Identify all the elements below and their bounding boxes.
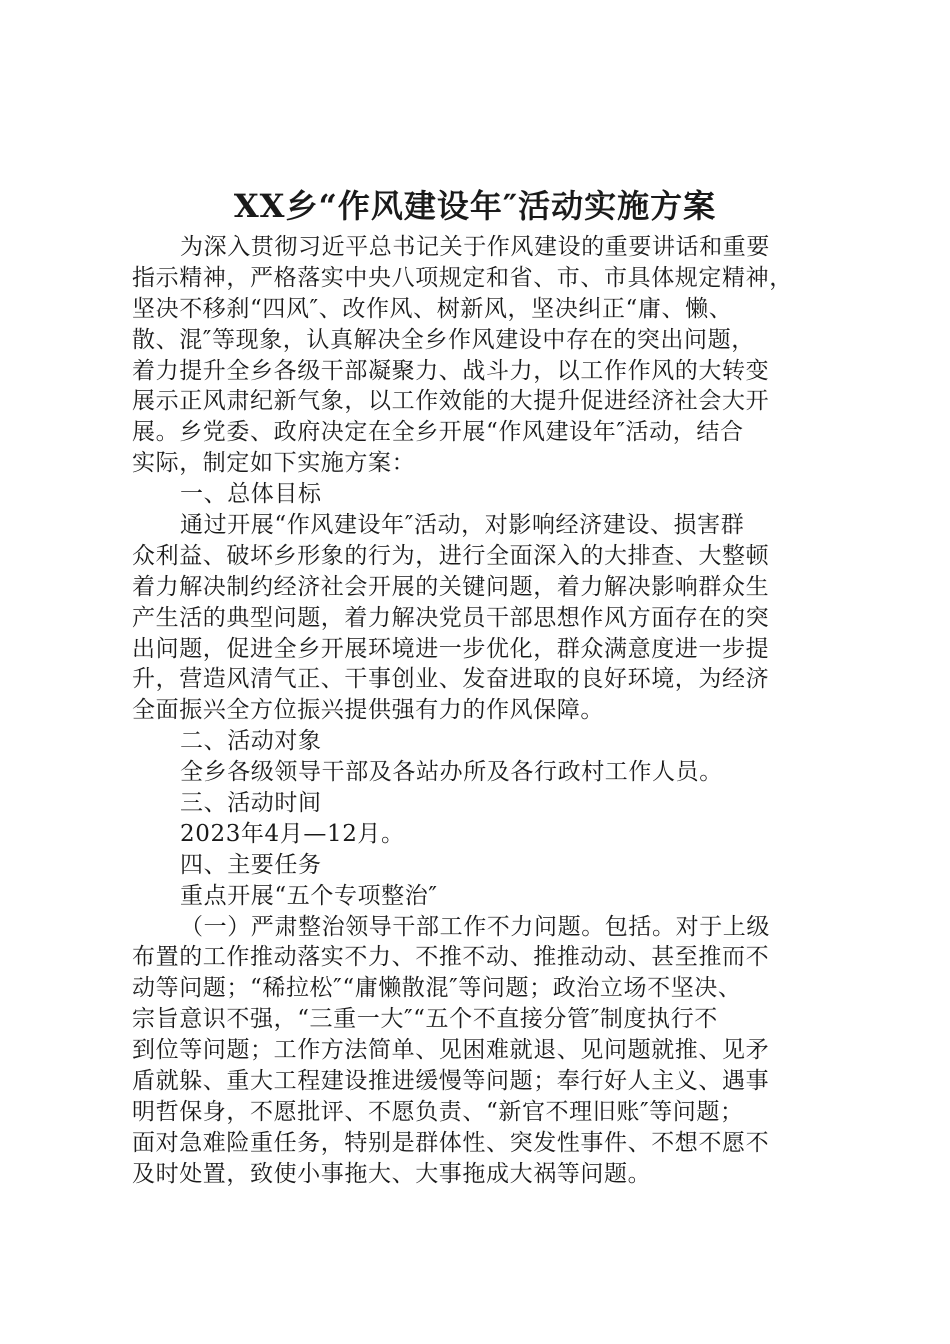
text-line: 及时处置，致使小事拖大、大事拖成大祸等问题。: [132, 1160, 652, 1187]
document-title: XX乡“作风建设年″活动实施方案: [233, 187, 717, 225]
text-line: （一）严肃整治领导干部工作不力问题。包括。对于上级: [180, 913, 770, 940]
text-line: 出问题，促进全乡开展环境进一步优化，群众满意度进一步提: [132, 635, 770, 662]
text-line: 展。乡党委、政府决定在全乡开展“作风建设年″活动，结合: [132, 419, 744, 446]
text-line: 着力提升全乡各级干部凝聚力、战斗力，以工作作风的大转变: [132, 357, 770, 384]
section-heading-targets: 二、活动对象: [180, 728, 322, 755]
text-line: 展示正风肃纪新气象，以工作效能的大提升促进经济社会大开: [132, 388, 770, 415]
text-line: 2023年4月—12月。: [180, 820, 405, 847]
document-body: [132, 232, 822, 1190]
text-line: 着力解决制约经济社会开展的关键问题，着力解决影响群众生: [132, 573, 770, 600]
text-line: 宗旨意识不强，“三重一大″“五个不直接分管″制度执行不: [132, 1006, 718, 1033]
section-heading-tasks: 四、主要任务: [180, 851, 322, 878]
text-line: 升，营造风清气正、干事创业、发奋进取的良好环境，为经济: [132, 666, 770, 693]
text-line: 为深入贯彻习近平总书记关于作风建设的重要讲话和重要: [180, 234, 770, 260]
text-line: 全乡各级领导干部及各站办所及各行政村工作人员。: [180, 759, 723, 786]
section-heading-goals: 一、总体目标: [180, 481, 322, 508]
text-line: 重点开展“五个专项整治″: [180, 882, 438, 909]
text-line: 实际，制定如下实施方案：: [132, 450, 416, 477]
text-line: 盾就躲、重大工程建设推进缓慢等问题；奉行好人主义、遇事: [132, 1068, 770, 1095]
text-line: 面对急难险重任务，特别是群体性、突发性事件、不想不愿不: [132, 1129, 770, 1156]
text-line: 通过开展“作风建设年″活动，对影响经济建设、损害群: [180, 512, 745, 539]
text-line: 产生活的典型问题，着力解决党员干部思想作风方面存在的突: [132, 604, 770, 631]
text-line: 到位等问题；工作方法简单、见困难就退、见问题就推、见矛: [132, 1037, 770, 1064]
text-line: 全面振兴全方位振兴提供强有力的作风保障。: [132, 697, 604, 724]
text-line: 散、混″等现象，认真解决全乡作风建设中存在的突出问题，: [132, 326, 755, 353]
text-line: 明哲保身，不愿批评、不愿负责、“新官不理旧账″等问题；: [132, 1098, 744, 1125]
text-line: 众利益、破坏乡形象的行为，进行全面深入的大排查、大整顿: [132, 542, 770, 569]
text-line: 动等问题；“稀拉松″“庸懒散混″等问题；政治立场不坚决、: [132, 975, 742, 1002]
text-line: 布置的工作推动落实不力、不推不动、推推动动、甚至推而不: [132, 944, 770, 971]
text-line: 坚决不移刹“四风″、改作风、树新风，坚决纠正“庸、懒、: [132, 295, 733, 322]
section-heading-time: 三、活动时间: [180, 790, 322, 817]
text-line: 指示精神，严格落实中央八项规定和省、市、市具体规定精神，: [132, 264, 793, 291]
